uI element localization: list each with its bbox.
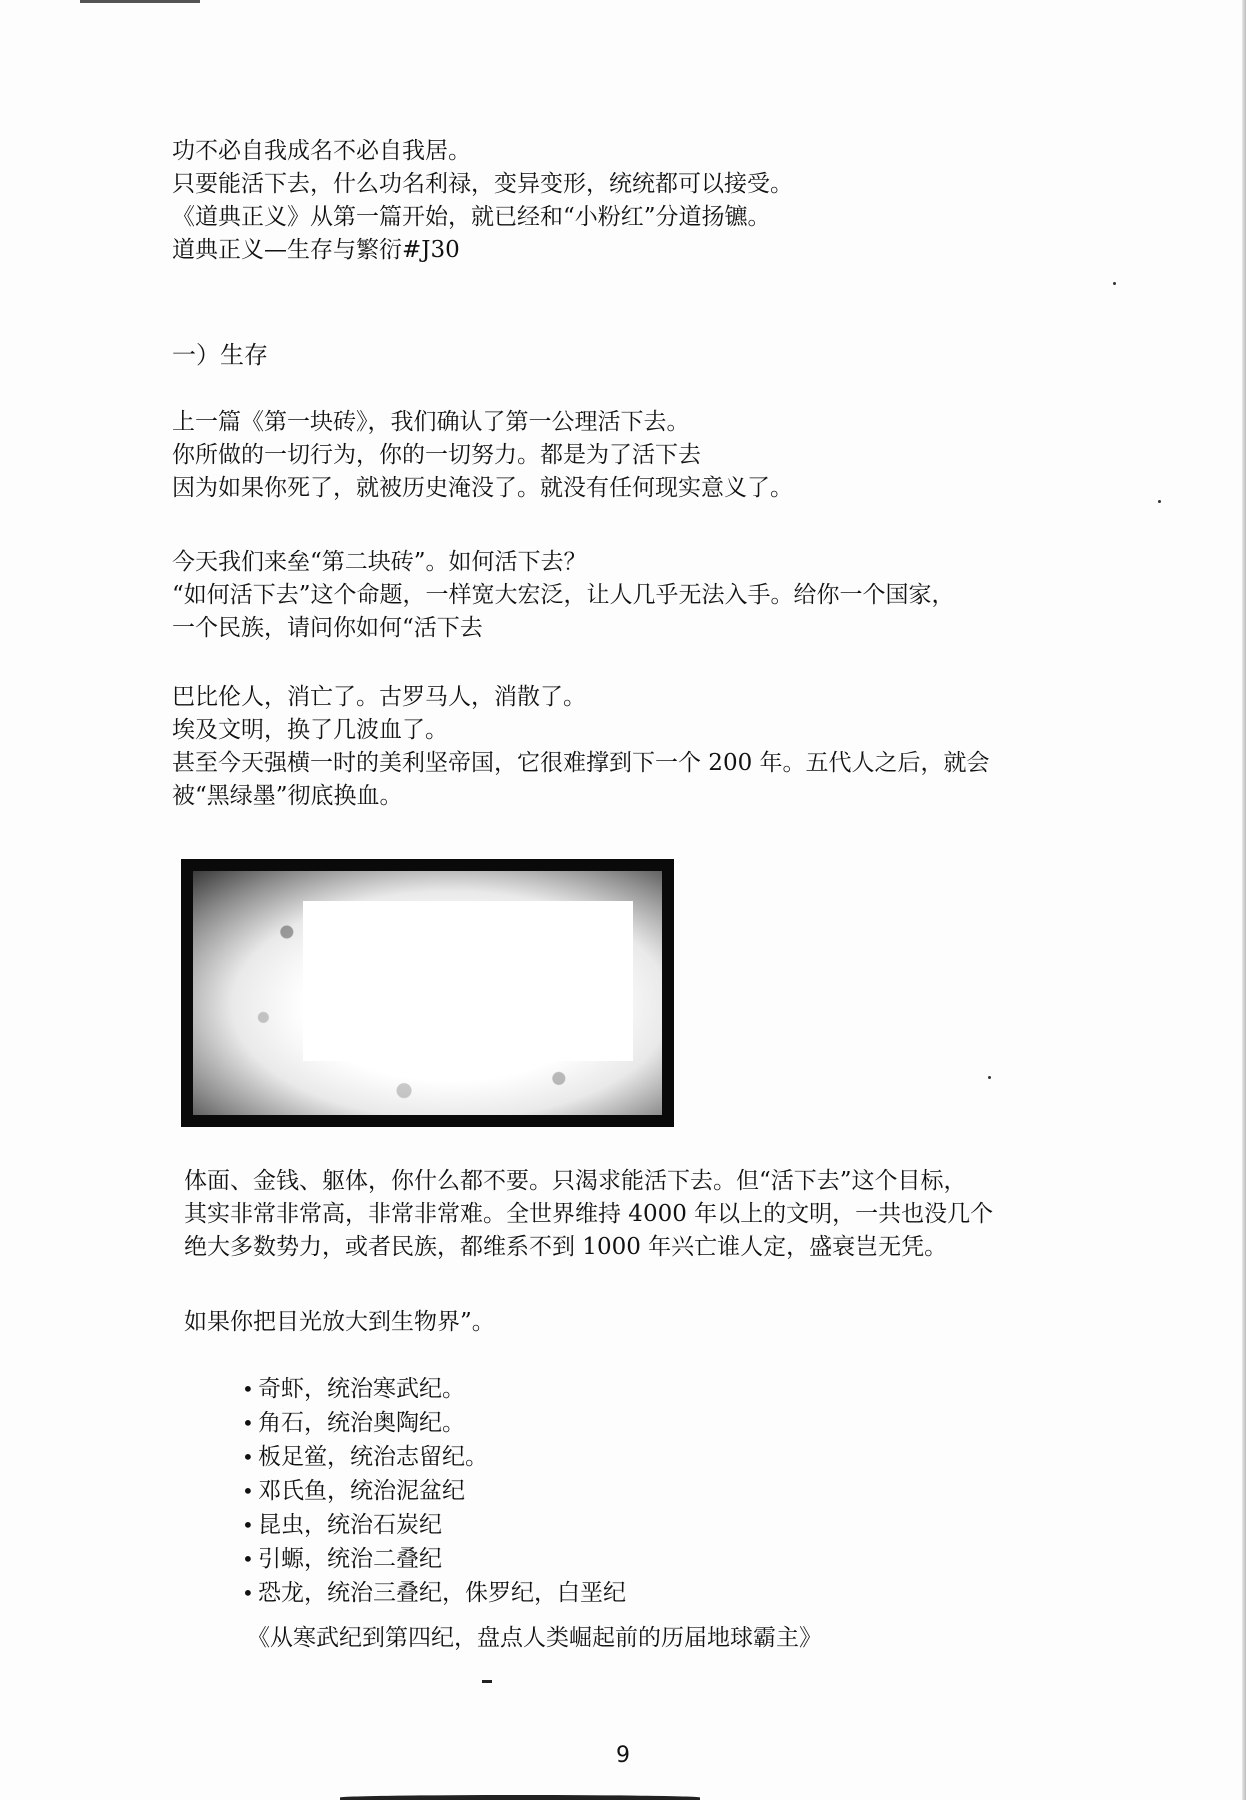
paragraph-line: 因为如果你死了，就被历史淹没了。就没有任何现实意义了。 <box>172 475 793 501</box>
list-item-text: 角石，统治奥陶纪。 <box>258 1410 465 1436</box>
paragraph-line: 其实非常非常高，非常非常难。全世界维持 4000 年以上的文明，一共也没几个 <box>184 1201 994 1227</box>
list-item-text: 引螈，统治二叠纪 <box>258 1546 442 1572</box>
paragraph-1 <box>172 406 1172 505</box>
paragraph-3 <box>172 681 1172 813</box>
list-item <box>242 1474 626 1508</box>
paragraph-line: 埃及文明，换了几波血了。 <box>172 717 448 743</box>
paragraph-line: 体面、金钱、躯体，你什么都不要。只渴求能活下去。但“活下去”这个目标， <box>184 1168 967 1194</box>
intro-line: 功不必自我成名不必自我居。 <box>172 138 471 164</box>
list-item <box>242 1440 626 1474</box>
intro-line: 《道典正义》从第一篇开始，就已经和“小粉红”分道扬镳。 <box>172 204 771 230</box>
list-item <box>242 1576 626 1610</box>
paragraph-line: 绝大多数势力，或者民族，都维系不到 1000 年兴亡谁人定，盛衰岂无凭。 <box>184 1234 948 1260</box>
paragraph-line: 被“黑绿墨”彻底换血。 <box>172 783 403 809</box>
paragraph-5: 如果你把目光放大到生物界”。 <box>184 1309 495 1335</box>
list-item-text: 昆虫，统治石炭纪 <box>258 1512 442 1538</box>
paragraph-line: 一个民族，请问你如何“活下去 <box>172 615 483 641</box>
list-item-text: 奇虾，统治寒武纪。 <box>258 1376 465 1402</box>
paragraph-line: 你所做的一切行为，你的一切努力。都是为了活下去 <box>172 442 701 468</box>
article-title: 道典正义—生存与繁衍#J30 <box>172 237 460 263</box>
citation-title: 《从寒武纪到第四纪，盘点人类崛起前的历届地球霸主》 <box>247 1625 822 1651</box>
paragraph-line: “如何活下去”这个命题，一样宽大宏泛，让人几乎无法入手。给你一个国家， <box>172 582 955 608</box>
bullet-icon: • <box>242 1479 254 1503</box>
bullet-icon: • <box>242 1513 254 1537</box>
scan-page-edge <box>1242 0 1246 1800</box>
list-item-text: 邓氏鱼，统治泥盆纪 <box>258 1478 465 1504</box>
paragraph-2 <box>172 546 1172 645</box>
list-item <box>242 1406 626 1440</box>
list-item <box>242 1372 626 1406</box>
scan-stray-mark <box>482 1680 492 1683</box>
bullet-icon: • <box>242 1377 254 1401</box>
page-number: 9 <box>616 1743 630 1768</box>
list-item-text: 恐龙，统治三叠纪，侏罗纪，白垩纪 <box>258 1580 626 1606</box>
scan-speck <box>1158 500 1161 503</box>
scan-speck <box>988 1076 991 1079</box>
list-item <box>242 1508 626 1542</box>
bullet-icon: • <box>242 1411 254 1435</box>
redaction-box <box>303 901 633 1061</box>
list-item <box>242 1542 626 1576</box>
paragraph-4 <box>184 1165 1184 1264</box>
scan-bottom-mark <box>340 1795 700 1800</box>
list-item-text: 板足鲎，统治志留纪。 <box>258 1444 488 1470</box>
bullet-icon: • <box>242 1581 254 1605</box>
intro-block <box>172 135 1172 267</box>
bullet-list <box>242 1372 626 1610</box>
scan-speck <box>1113 282 1116 285</box>
bullet-icon: • <box>242 1445 254 1469</box>
paragraph-line: 今天我们来垒“第二块砖”。如何活下去？ <box>172 549 587 575</box>
paragraph-line: 甚至今天强横一时的美利坚帝国，它很难撑到下一个 200 年。五代人之后，就会 <box>172 750 990 776</box>
paragraph-line: 巴比伦人，消亡了。古罗马人，消散了。 <box>172 684 586 710</box>
scan-top-mark <box>80 0 200 3</box>
section-heading: 一）生存 <box>172 341 268 369</box>
redacted-figure-image <box>181 859 674 1127</box>
paragraph-line: 上一篇《第一块砖》，我们确认了第一公理活下去。 <box>172 409 690 435</box>
figure-frame <box>193 871 662 1115</box>
intro-line: 只要能活下去，什么功名利禄，变异变形，统统都可以接受。 <box>172 171 793 197</box>
bullet-icon: • <box>242 1547 254 1571</box>
